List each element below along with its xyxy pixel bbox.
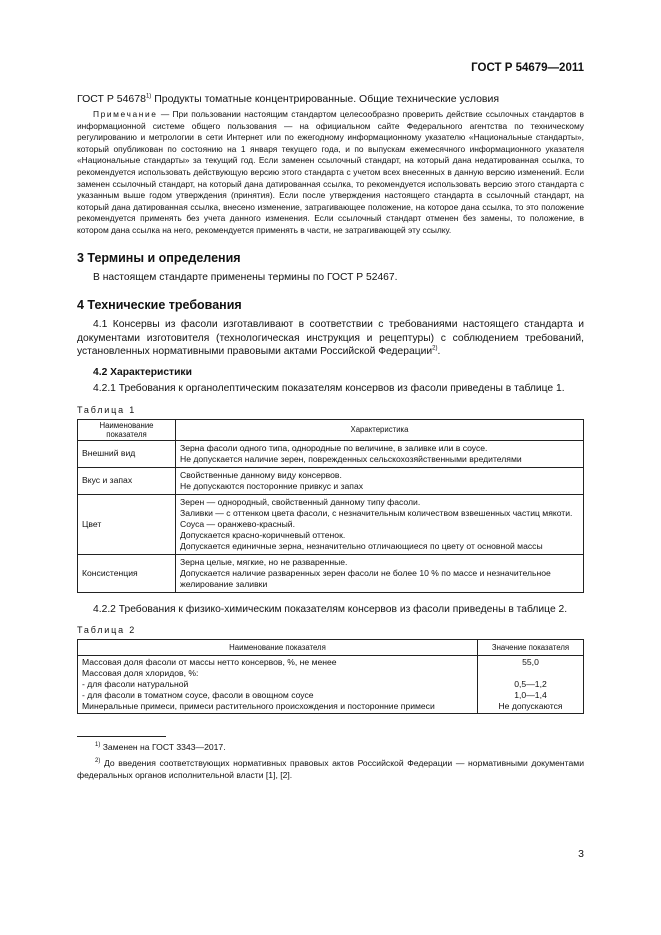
footnote-2-text: До введения соответствующих нормативных правовых актов Российской Федерации — нормативными документами федеральных органов исполнительной власти [1], [2]. bbox=[77, 758, 584, 781]
note-text: — При пользовании настоящим стандартом целесообразно проверить действие ссылочных стандартов в информационной системе общего пользования — на официальном сайте Федерального агентства по техническому регулированию и метрологии в сети Интернет или по ежегодному информационному указателю «Национальные стандарты», который опубликован по состоянию на 1 января текущего года, и по выпускам ежемесячного информационного указателя «Национальные стандарты» за текущий год. Если заменен ссылочный стандарт, на который дана недатированная ссылка, то рекомендуется использовать действующую версию этого стандарта с учетом всех внесенных в данную версию изменений. Если заменен ссылочный стандарт, на который дана датированная ссылка, то рекомендуется использовать версию этого стандарта с указанным выше годом утверждения (принятия). Если после утверждения настоящего стандарта в ссылочный стандарт, на который дана датированная ссылка, внесено изменение, затрагивающее положение, на которое дана ссылка, то это положение рекомендуется применять без учета данного изменения. Если ссылочный стандарт отменен без замены, то положение, в котором дана ссылка на него, рекомендуется применять в части, не затрагивающей эту ссылку. bbox=[77, 109, 584, 235]
table-row bbox=[78, 467, 584, 494]
page-content bbox=[77, 92, 584, 785]
characteristic-line: Допускается единичные зерна, незначительно отличающиеся по цвету от основной массы bbox=[180, 540, 543, 551]
reference-title: Продукты томатные концентрированные. Общие технические условия bbox=[151, 93, 500, 105]
characteristic-line: Не допускаются посторонние привкус и запах bbox=[180, 480, 364, 491]
footnote-1 bbox=[77, 741, 584, 753]
characteristic-line: Не допускается наличие зерен, поврежденных сельскохозяйственными вредителями bbox=[180, 453, 522, 464]
characteristic-line: Допускается красно-коричневый оттенок. bbox=[180, 529, 346, 540]
table-2-header-row bbox=[78, 640, 584, 656]
table-1 bbox=[77, 419, 584, 593]
indicator-name: Минеральные примеси, примеси растительного происхождения и посторонние примеси bbox=[82, 701, 435, 712]
table-cell-name bbox=[78, 656, 478, 714]
document-code-header: ГОСТ Р 54679—2011 bbox=[471, 62, 584, 74]
characteristic-line: Соуса — оранжево-красный. bbox=[180, 518, 295, 529]
clause-4-1 bbox=[77, 318, 584, 359]
indicator-value: Не допускаются bbox=[498, 701, 563, 712]
note-paragraph bbox=[77, 109, 584, 237]
indicator-name: Массовая доля фасоли от массы нетто консервов, %, не менее bbox=[82, 657, 337, 668]
table-cell-value bbox=[478, 656, 584, 714]
footnote-divider bbox=[77, 736, 166, 737]
table-1-header-row bbox=[78, 419, 584, 440]
table-2-caption: Таблица 2 bbox=[77, 625, 136, 636]
table-row bbox=[78, 494, 584, 554]
footnote-mark-2: 2) bbox=[432, 345, 438, 352]
table-2-header-name: Наименование показателя bbox=[78, 640, 478, 656]
table-cell-characteristic bbox=[176, 467, 584, 494]
clause-4-2-1: 4.2.1 Требования к органолептическим показателям консервов из фасоли приведены в таблице 1. bbox=[93, 382, 565, 394]
table-cell-name: Вкус и запах bbox=[78, 467, 176, 494]
table-cell-name: Цвет bbox=[78, 494, 176, 554]
table-1-caption: Таблица 1 bbox=[77, 404, 136, 415]
footnote-2-mark: 2) bbox=[95, 758, 101, 765]
characteristic-line: Свойственные данному виду консервов. bbox=[180, 469, 342, 480]
footnote-2 bbox=[77, 757, 584, 781]
characteristic-line: Допускается наличие разваренных зерен фасоли не более 10 % по массе и незначительное желирование заливки bbox=[180, 567, 551, 589]
clause-4-1-text: 4.1 Консервы из фасоли изготавливают в соответствии с требованиями настоящего стандарта и документами изготовителя (технологическая инструкция и рецептуры) с соблюдением требований, установленных нормативными правовыми актами Российской Федерации bbox=[77, 319, 584, 358]
indicator-value bbox=[482, 668, 579, 679]
section-3-text: В настоящем стандарте применены термины по ГОСТ Р 52467. bbox=[93, 271, 398, 283]
indicator-name: - для фасоли натуральной bbox=[82, 679, 189, 690]
characteristic-line: Заливки — с оттенком цвета фасоли, с незначительным количеством взвешенных частиц мякоти. bbox=[180, 507, 573, 518]
characteristic-line: Зерен — однородный, свойственный данному типу фасоли. bbox=[180, 496, 421, 507]
reference-entry bbox=[77, 92, 584, 107]
section-3-title: 3 Термины и определения bbox=[77, 250, 241, 265]
characteristic-line: Зерна целые, мягкие, но не разваренные. bbox=[180, 556, 348, 567]
indicator-name: - для фасоли в томатном соусе, фасоли в овощном соусе bbox=[82, 690, 314, 701]
reference-footnote-mark: 1) bbox=[145, 93, 152, 100]
section-4-title: 4 Технические требования bbox=[77, 298, 242, 313]
indicator-value: 1,0—1,4 bbox=[514, 690, 547, 701]
table-1-header-name: Наименование показателя bbox=[78, 419, 176, 440]
clause-4-2-2: 4.2.2 Требования к физико-химическим показателям консервов из фасоли приведены в таблице 2. bbox=[93, 603, 568, 615]
table-cell-characteristic bbox=[176, 494, 584, 554]
footnote-1-mark: 1) bbox=[95, 742, 101, 749]
table-1-header-characteristic: Характеристика bbox=[176, 419, 584, 440]
reference-code: ГОСТ Р 54678 bbox=[77, 93, 146, 105]
footnote-1-text: Заменен на ГОСТ 3343—2017. bbox=[100, 742, 226, 753]
table-row bbox=[78, 554, 584, 592]
indicator-value: 55,0 bbox=[522, 657, 539, 668]
table-row bbox=[78, 440, 584, 467]
page-number: 3 bbox=[578, 848, 584, 860]
table-cell-characteristic bbox=[176, 554, 584, 592]
indicator-value: 0,5—1,2 bbox=[514, 679, 547, 690]
characteristic-line: Зерна фасоли одного типа, однородные по величине, в заливке или в соусе. bbox=[180, 442, 488, 453]
table-2 bbox=[77, 639, 584, 714]
table-cell-name: Внешний вид bbox=[78, 440, 176, 467]
table-cell-name: Консистенция bbox=[78, 554, 176, 592]
table-cell-characteristic bbox=[176, 440, 584, 467]
indicator-name: Массовая доля хлоридов, %: bbox=[82, 668, 199, 679]
table-2-header-value: Значение показателя bbox=[478, 640, 584, 656]
clause-4-1-end: . bbox=[437, 346, 441, 358]
note-label: Примечание bbox=[93, 109, 158, 119]
table-row bbox=[78, 656, 584, 714]
subsection-4-2-title: 4.2 Характеристики bbox=[93, 366, 192, 378]
